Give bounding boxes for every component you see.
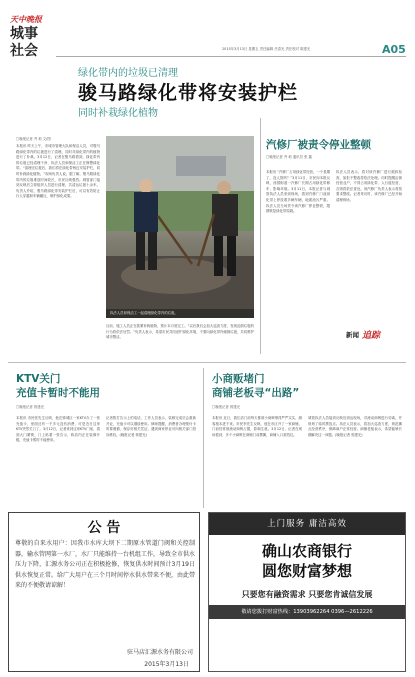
section-rule xyxy=(8,362,406,363)
bank-ad xyxy=(208,512,406,672)
section-label: 城事 社会 xyxy=(10,26,38,59)
ad-headline: 确山农商银行 圆您财富梦想 xyxy=(261,542,352,580)
ktv-byline: □晚报记者 郭建光 xyxy=(16,405,45,409)
column-divider-2 xyxy=(203,368,204,508)
ktv-headline: KTV关门 充值卡暂时不能用 xyxy=(16,373,100,399)
news-follow-badge xyxy=(346,327,402,341)
badge-left: 新闻 xyxy=(346,330,359,339)
lead-subhead: 同时补栽绿化植物 xyxy=(78,108,158,119)
notice-signature: 驻马店汇源水务有限公司 xyxy=(126,649,193,656)
side-byline: □晚报记者 齐 莉 通讯员 张 鑫 xyxy=(266,155,312,159)
date-line: 2015年3月13日 星期五 责任编辑 吕春光 责任校对 陈建光 xyxy=(222,47,311,51)
shop-body-col1: 本报讯 近日，我们店门前每天都被小商贩堵得严严实实，顾客根本进不来。市民李先生反映，他在市区开了一家商铺，门前经常被流动商贩占据，影响生意。3月12日，记者在现场看到，多个小商贩在商铺门前摆摊，商铺入口被挡住。 xyxy=(212,416,302,437)
notice-box xyxy=(8,512,200,672)
masthead-rule xyxy=(56,56,406,57)
side-headline: 汽修厂被责令停业整顿 xyxy=(266,139,371,151)
lead-byline: □晚报记者 齐 莉 文/图 xyxy=(16,137,51,141)
photo-caption: 执法人员和保洁工一起清理绿化带内的垃圾。 xyxy=(106,309,254,318)
lead-headline: 骏马路绿化带将安装护栏 xyxy=(78,82,299,104)
notice-body: 尊敬的自来水用户：因我市水库大坝下二期原水管道门阀和关控制器，输水管网第一水厂，水厂只能维持一台机组工作，导致全市供水压力下降，汇源水务公司正在积极抢修，恢复供水时间预计3月19日供水恢复正常。给广大用户在三个月时间停水供水带来不便，由此带来的不便敬请谅解！ xyxy=(15,540,195,589)
side-body-col1: 本报讯 “汽修厂占用绿化带经营，一个星期了，没人管吗？”3月11日，市民向本报反映，西园街道一汽修厂长期占用绿化带修车，影响环境。3月11日，本报记者与城管执法人员来到现场，看到汽修厂门前绿化带上停放着多辆车辆，地面油污严重。执法人员当场责令该汽修厂停业整顿，限期恢复绿化带原貌。 xyxy=(266,170,330,214)
lead-body-col1: 本报讯 昨天上午，市城市管理大队和保洁人员，对骏马路绿化带内的垃圾进行了清理，同时对绿化带内的植物进行了补栽。3月12日，记者在骏马路看到，绿化带内的垃圾已经清理干净，执法人员和保洁工正在修整绿化带。“清理完垃圾后，我们将在绿化带两边安装护栏，同时补栽绿化植物。”现场负责人说。据了解，骏马路绿化带内的垃圾堆放时间较长，市民反映强烈。城管部门接到反映后立即组织人员进行清理，共清运垃圾十余车。负责人介绍，骏马路绿化带安装护栏后，可以有效防止行人穿越和车辆碾压，保护绿化成果。 xyxy=(16,144,100,199)
lead-body-col2: 目前，施工人员正在抓紧补栽植物，预计本月底完工。“以后我们会加大巡查力度，发现乱倒垃圾的行为将依法处罚。”负责人表示，希望市民共同爱护绿化环境，不要向绿化带内倾倒垃圾，共同维护城市整洁。 xyxy=(106,324,254,340)
notice-title: 公 告 xyxy=(87,520,121,536)
notice-date: 2015年3月13日 xyxy=(144,661,189,668)
photo-scene-icon xyxy=(106,136,254,318)
lead-kicker: 绿化带内的垃圾已清理 xyxy=(78,68,178,79)
badge-right: 追踪 xyxy=(362,330,381,341)
ad-tagline: 只要您有融资需求 只要您肯诚信发展 xyxy=(241,590,373,599)
paper-name: 天中晚报 xyxy=(10,14,42,24)
shop-headline: 小商贩堵门 商铺老板寻“出路” xyxy=(212,373,300,399)
ad-phone: 敬请您拨打财富热线：13903962264 0396—2612226 xyxy=(209,605,405,619)
shop-body-col2: 城管执法人员接到反映后到达现场，对流动商贩进行劝离，并规划了临时摆放点。执法人员表示，将加大巡查力度，规范摊点经营秩序，保障商户正常经营。商铺老板表示，希望能够长期解决这一问题。(晚报记者 郭建光) xyxy=(308,416,402,437)
ktv-body-col2: 记者拨打告示上的电话，工作人员表示，装修完成后会重新开业，充值卡可以继续使用。律师提醒，消费者办理预付卡时要谨慎，保存好相关凭证，遇到商家停业可向相关部门投诉维权。(晚报记者 郭建光) xyxy=(106,416,196,437)
ktv-body-col1: 本报讯 市民张先生反映，他在驿城区一家KTV办了一张充值卡，里面还有一千多元没有消费，可是近日这家KTV突然关门了。3月12日，记者来到这家KTV门前，看到大门紧锁，门上贴着一张告示，称店内正在装修升级，充值卡暂时不能使用。 xyxy=(16,416,100,443)
column-divider xyxy=(260,118,261,354)
lead-photo xyxy=(106,136,254,318)
ad-topline: 上门服务 庸洁高效 xyxy=(209,513,405,535)
shop-byline: □晚报记者 郭建光 xyxy=(212,405,241,409)
side-body-col2: 执法人员表示，将对该汽修厂进行跟踪检查，如拒不整改将依法处理。同时提醒沿街经营业户，不得占用绿化带、人行道经营，否则将依法查处。该汽修厂负责人表示将按要求整改。记者采访时，该汽修厂已经开始清理现场。 xyxy=(336,170,402,202)
page-number: A05 xyxy=(382,43,406,56)
